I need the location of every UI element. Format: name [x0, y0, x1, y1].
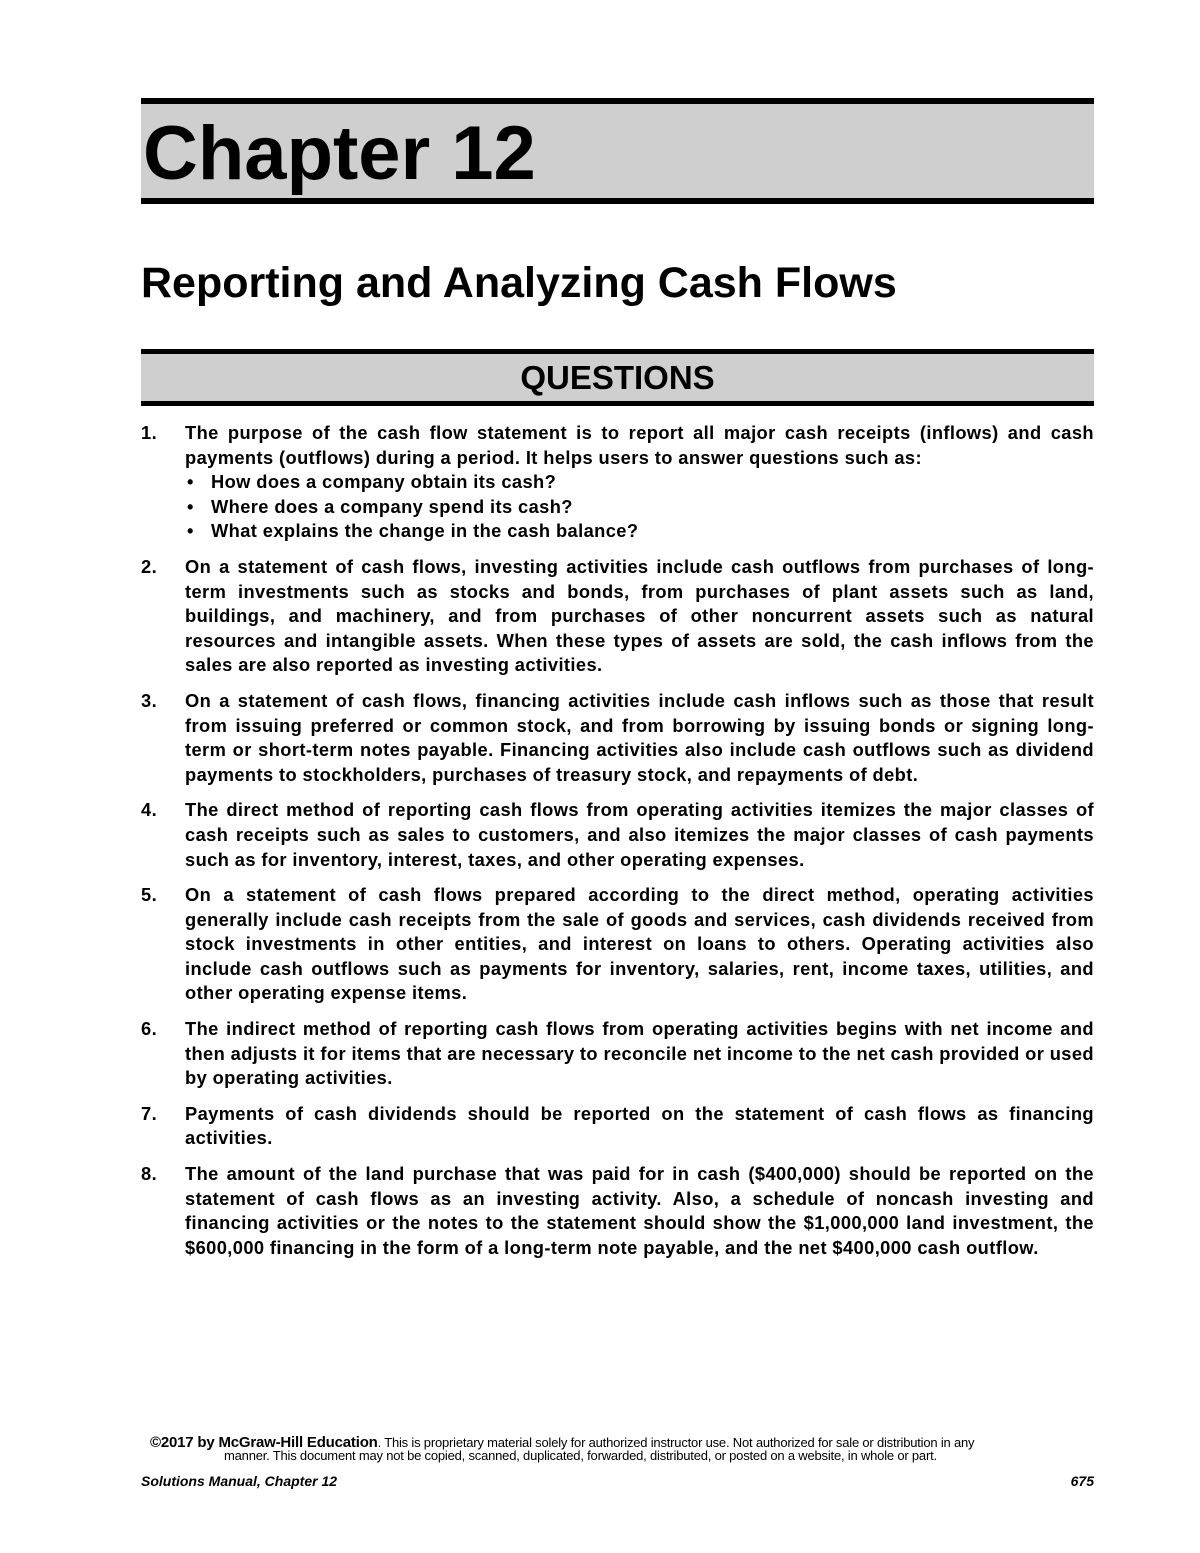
bullet-text: How does a company obtain its cash? — [211, 471, 557, 493]
question-item — [141, 1017, 1094, 1091]
question-item — [141, 421, 1094, 544]
question-number: 8. — [141, 1163, 158, 1185]
question-item — [141, 798, 1094, 872]
question-text: The indirect method of reporting cash flows from operating activities begins with net income and then adjusts it for items that are necessary to reconcile net income to the net cash provided or used by operating activities. — [185, 1018, 1094, 1089]
section-title: QUESTIONS — [520, 359, 715, 396]
bullet-item — [185, 470, 1094, 495]
footer-manual-label: Solutions Manual, Chapter 12 — [141, 1473, 338, 1489]
question-number: 2. — [141, 555, 158, 577]
bullet-icon: • — [187, 471, 194, 493]
bullet-item — [185, 519, 1094, 544]
bullet-item — [185, 495, 1094, 520]
bullet-icon: • — [187, 495, 194, 517]
question-bullets — [185, 470, 1094, 544]
chapter-subtitle: Reporting and Analyzing Cash Flows — [141, 259, 897, 307]
question-text: Payments of cash dividends should be reported on the statement of cash flows as financing activities. — [185, 1102, 1094, 1149]
questions-banner — [141, 349, 1094, 406]
question-number: 3. — [141, 689, 158, 711]
question-item — [141, 555, 1094, 678]
question-number: 4. — [141, 799, 158, 821]
bullet-icon: • — [187, 520, 194, 542]
questions-list — [141, 421, 1094, 1271]
page-number: 675 — [1070, 1473, 1094, 1489]
question-text: The purpose of the cash flow statement is to report all major cash receipts (inflows) and cash payments (outflows) during a period. It helps users to answer questions such as: — [185, 422, 1094, 468]
bullet-text: Where does a company spend its cash? — [211, 495, 573, 517]
question-text: On a statement of cash flows prepared according to the direct method, operating activities generally include cash receipts from the sale of goods and services, cash dividends received from stock investments in other entities, and interest on loans to others. Operating activities also include cash outflows such as payments for inventory, salaries, rent, income taxes, utilities, and other operating expense items. — [185, 884, 1094, 1004]
copyright-holder: ©2017 by McGraw-Hill Education — [150, 1434, 378, 1451]
question-item — [141, 1102, 1094, 1151]
question-text: On a statement of cash flows, investing activities include cash outflows from purchases of long-term investments such as stocks and bonds, from purchases of plant assets such as land, buildings, and machinery, and from purchases of other noncurrent assets such as natural resources and intangible assets. When these types of assets are sold, the cash inflows from the sales are also reported as investing activities. — [185, 555, 1094, 676]
question-number: 5. — [141, 884, 158, 906]
chapter-banner — [141, 98, 1094, 204]
question-text: The direct method of reporting cash flows from operating activities itemizes the major classes of cash receipts such as sales to customers, and also itemizes the major classes of cash payments such as for inventory, interest, taxes, and other operating expenses. — [185, 799, 1094, 870]
copyright-notice — [150, 1436, 1090, 1462]
question-item — [141, 1162, 1094, 1260]
question-number: 1. — [141, 422, 158, 443]
question-text: On a statement of cash flows, financing activities include cash inflows such as those that result from issuing preferred or common stock, and from borrowing by issuing bonds or signing long-term or short-term notes payable. Financing activities also include cash outflows such as dividend payments to stockholders, purchases of treasury stock, and repayments of debt. — [185, 689, 1094, 785]
copyright-line-1: . This is proprietary material solely for authorized instructor use. Not authorized for sale or distribution in any — [377, 1435, 975, 1450]
chapter-title: Chapter 12 — [143, 111, 536, 196]
question-number: 6. — [141, 1018, 158, 1040]
question-text: The amount of the land purchase that was paid for in cash ($400,000) should be reported on the statement of cash flows as an investing activity. Also, a schedule of noncash investing and financing activities or the notes to the statement should show the $1,000,000 land investment, the $600,000 financing in the form of a long-term note payable, and the net $400,000 cash outflow. — [185, 1163, 1094, 1258]
bullet-text: What explains the change in the cash balance? — [211, 520, 639, 542]
question-item — [141, 689, 1094, 787]
question-item — [141, 883, 1094, 1006]
copyright-line-2: manner. This document may not be copied, scanned, duplicated, forwarded, distributed, or posted on a website, in whole or part. — [224, 1448, 937, 1463]
question-number: 7. — [141, 1102, 158, 1124]
